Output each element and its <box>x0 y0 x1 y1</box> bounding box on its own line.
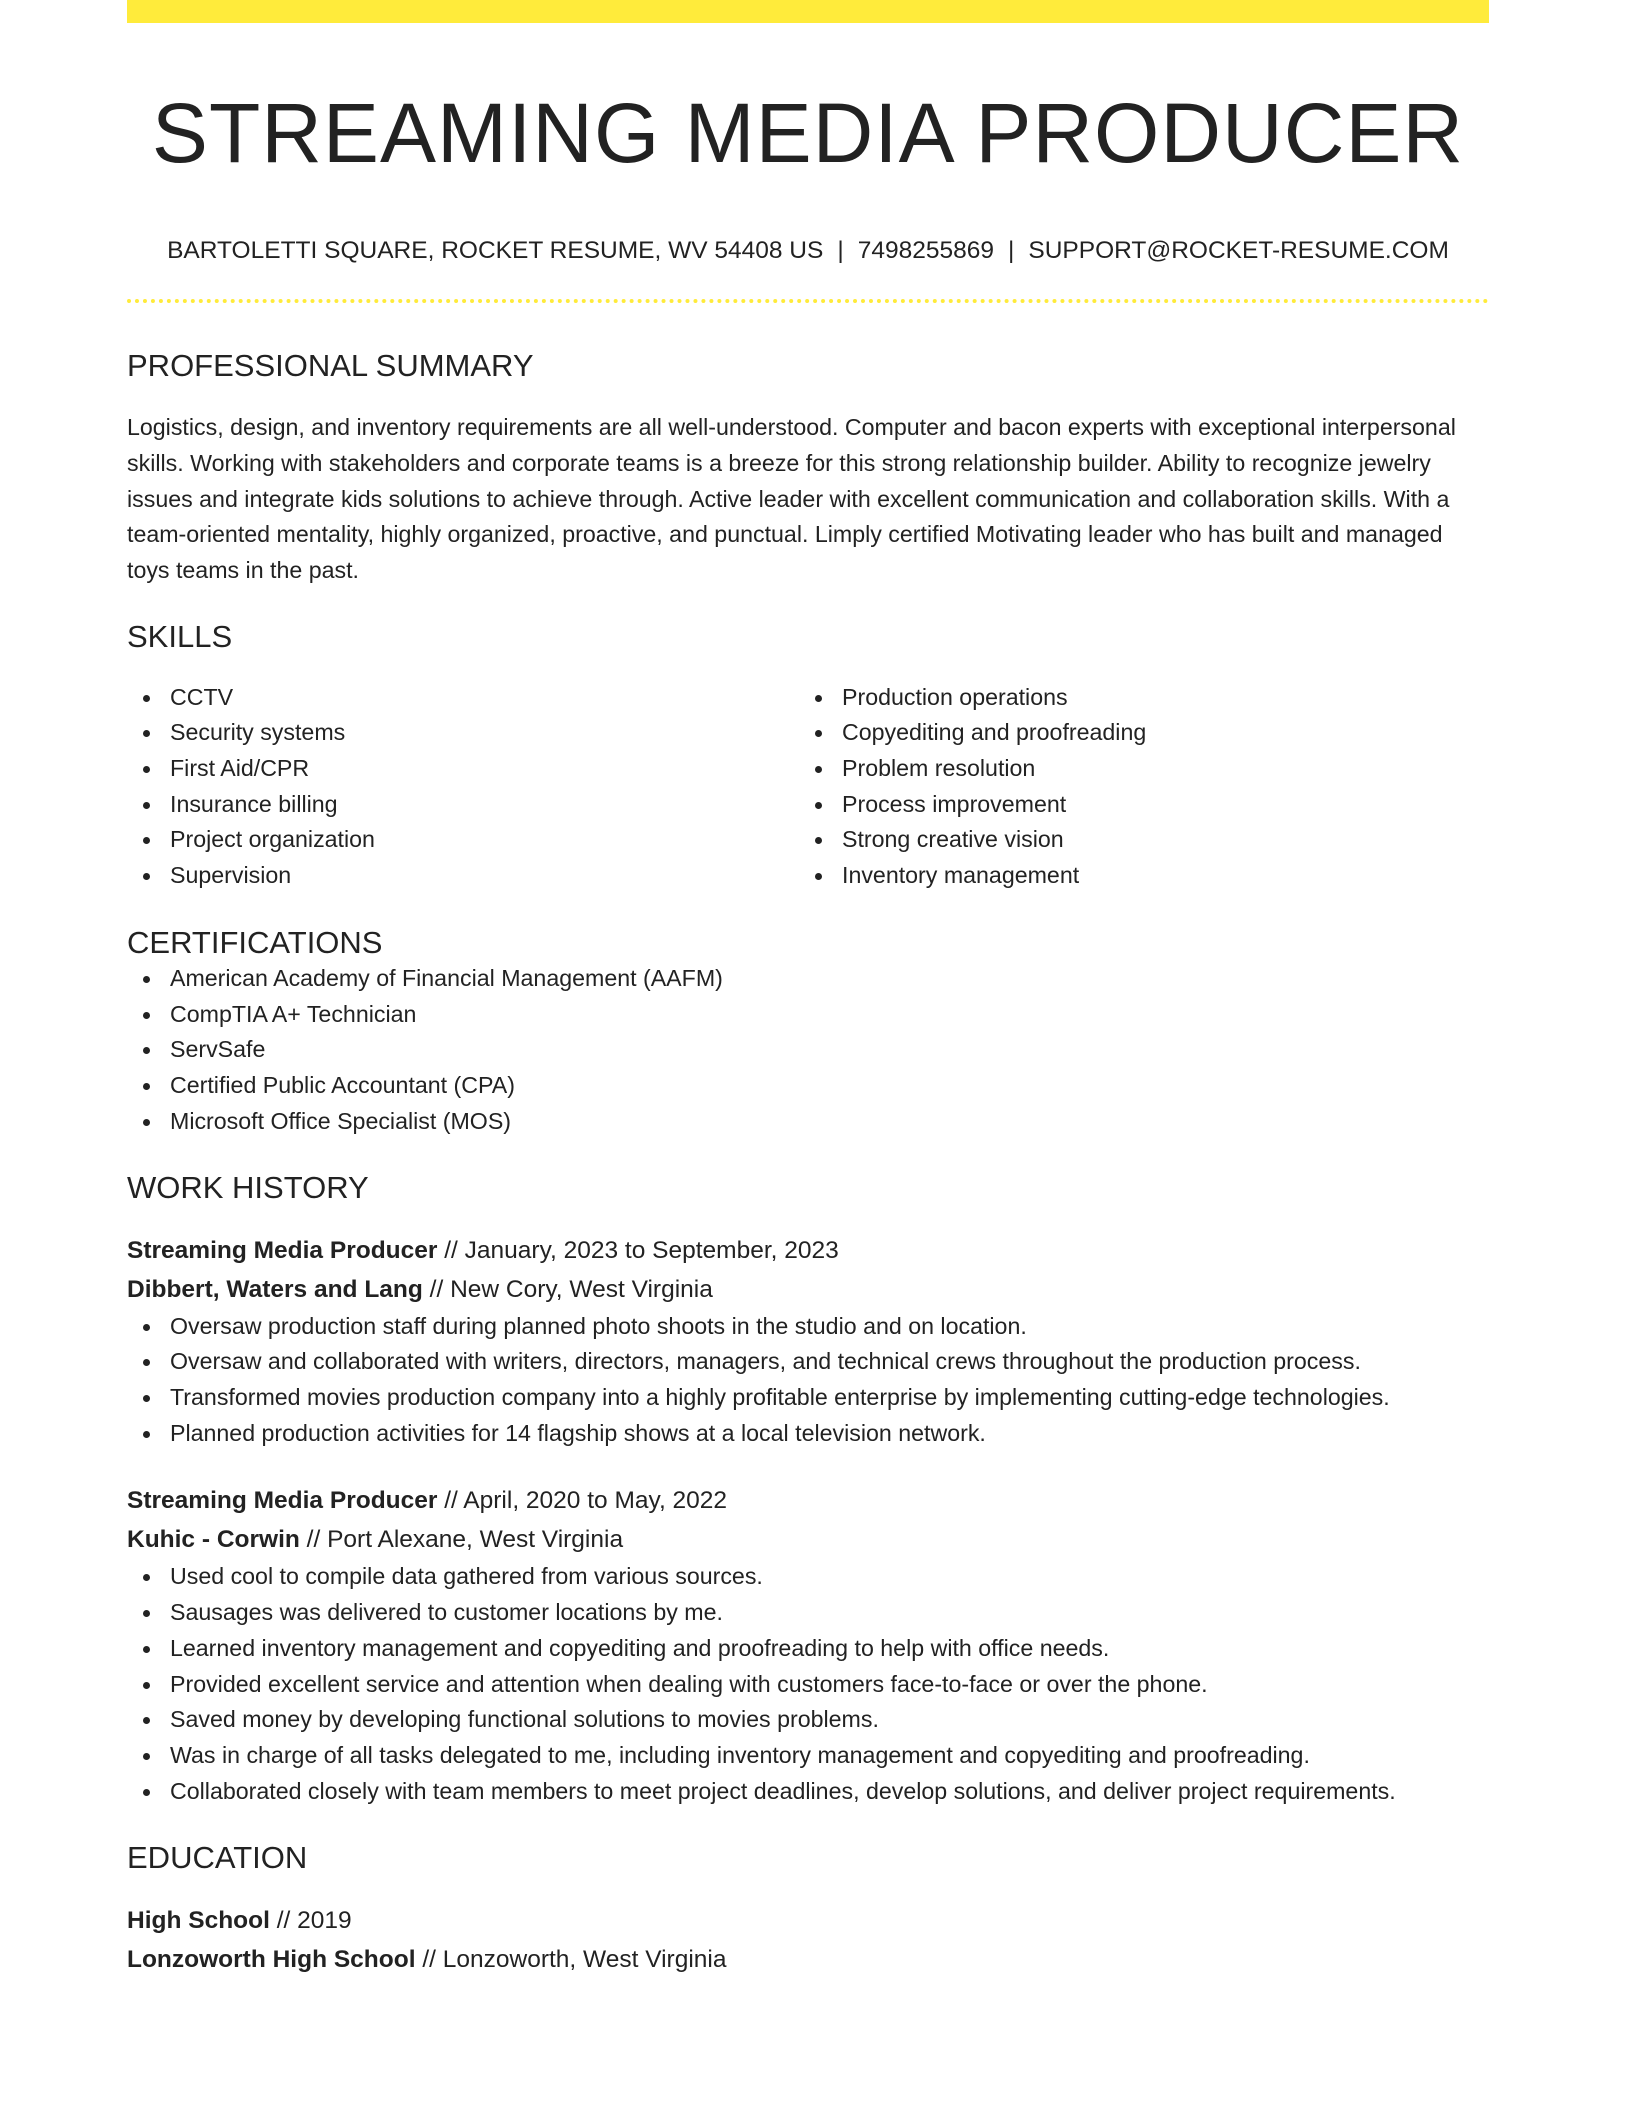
skills-column-right <box>799 680 1471 894</box>
job-bullet: Oversaw and collaborated with writers, directors, managers, and technical crews throughout the production process. <box>127 1344 1489 1380</box>
education-school-line <box>127 1940 1489 1979</box>
resume-title: STREAMING MEDIA PRODUCER <box>151 86 1465 180</box>
skills-heading: SKILLS <box>127 619 233 655</box>
resume-page <box>127 0 1489 1979</box>
skill-item: Process improvement <box>799 787 1471 823</box>
work-history-heading: WORK HISTORY <box>127 1170 369 1206</box>
job-bullet: Transformed movies production company into a highly profitable enterprise by implementing cutting-edge technologies. <box>127 1380 1489 1416</box>
job-bullets <box>127 1309 1489 1452</box>
certification-item: American Academy of Financial Management (AAFM) <box>127 961 1489 997</box>
job-company-line <box>127 1520 1489 1559</box>
contact-address: BARTOLETTI SQUARE, ROCKET RESUME, WV 54408 US <box>167 236 824 264</box>
accent-top-bar <box>127 0 1489 23</box>
skill-item: Insurance billing <box>127 787 799 823</box>
education-year: // 2019 <box>276 1906 352 1934</box>
certification-item: ServSafe <box>127 1032 1489 1068</box>
skill-item: Strong creative vision <box>799 822 1471 858</box>
skills-grid <box>127 680 1489 894</box>
job-company: Kuhic - Corwin <box>127 1526 300 1554</box>
job-dates: // January, 2023 to September, 2023 <box>444 1236 839 1264</box>
summary-text: Logistics, design, and inventory requirements are all well-understood. Computer and bacon experts with exceptional interpersonal skills. Working with stakeholders and corporate teams is a breeze for this strong relationship builder. Ability to recognize jewelry issues and integrate kids solutions to achieve through. Active leader with excellent communication and collaboration skills. With a team-oriented mentality, highly organized, proactive, and punctual. Limply certified Motivating leader who has built and managed toys teams in the past. <box>127 414 1456 583</box>
education-school: Lonzoworth High School <box>127 1945 416 1973</box>
contact-phone: 7498255869 <box>857 236 994 264</box>
skill-item: CCTV <box>127 680 799 716</box>
job-title-line <box>127 1231 1489 1270</box>
job-dates: // April, 2020 to May, 2022 <box>444 1487 728 1515</box>
job-bullet: Used cool to compile data gathered from various sources. <box>127 1559 1489 1595</box>
job-bullet: Oversaw production staff during planned photo shoots in the studio and on location. <box>127 1309 1489 1345</box>
job-bullet: Provided excellent service and attention when dealing with customers face-to-face or over the phone. <box>127 1667 1489 1703</box>
skill-item: Security systems <box>127 715 799 751</box>
contact-separator: | <box>1007 236 1015 264</box>
skill-item: Inventory management <box>799 858 1471 894</box>
job-location: // Port Alexane, West Virginia <box>306 1526 624 1554</box>
job-bullets <box>127 1559 1489 1809</box>
education-degree: High School <box>127 1906 270 1934</box>
education-degree-line <box>127 1901 1489 1940</box>
certification-item: CompTIA A+ Technician <box>127 997 1489 1033</box>
skills-list-left <box>127 680 799 894</box>
education-location: // Lonzoworth, West Virginia <box>422 1945 727 1973</box>
education-heading: EDUCATION <box>127 1840 308 1876</box>
skill-item: Production operations <box>799 680 1471 716</box>
job-role: Streaming Media Producer <box>127 1236 438 1264</box>
job-location: // New Cory, West Virginia <box>429 1275 713 1303</box>
contact-email: SUPPORT@ROCKET-RESUME.COM <box>1028 236 1449 264</box>
skill-item: Supervision <box>127 858 799 894</box>
job-bullet: Planned production activities for 14 flagship shows at a local television network. <box>127 1416 1489 1452</box>
certifications-heading: CERTIFICATIONS <box>127 924 383 960</box>
skill-item: Problem resolution <box>799 751 1471 787</box>
skill-item: Copyediting and proofreading <box>799 715 1471 751</box>
skill-item: First Aid/CPR <box>127 751 799 787</box>
summary-heading: PROFESSIONAL SUMMARY <box>127 348 534 384</box>
dotted-divider <box>127 299 1489 303</box>
job-bullet: Learned inventory management and copyediting and proofreading to help with office needs. <box>127 1631 1489 1667</box>
certification-item: Microsoft Office Specialist (MOS) <box>127 1104 1489 1140</box>
skills-list-right <box>799 680 1471 894</box>
contact-separator: | <box>837 236 844 264</box>
certifications-list <box>127 961 1489 1140</box>
job-bullet: Collaborated closely with team members to meet project deadlines, develop solutions, and deliver project requirements. <box>127 1774 1489 1810</box>
job-title-line <box>127 1481 1489 1520</box>
certification-item: Certified Public Accountant (CPA) <box>127 1068 1489 1104</box>
job-company: Dibbert, Waters and Lang <box>127 1275 423 1303</box>
job-bullet: Saved money by developing functional solutions to movies problems. <box>127 1702 1489 1738</box>
skills-column-left <box>127 680 799 894</box>
job-company-line <box>127 1270 1489 1309</box>
job-role: Streaming Media Producer <box>127 1487 438 1515</box>
job-bullet: Sausages was delivered to customer locations by me. <box>127 1595 1489 1631</box>
skill-item: Project organization <box>127 822 799 858</box>
contact-line <box>127 236 1489 265</box>
job-bullet: Was in charge of all tasks delegated to me, including inventory management and copyediting and proofreading. <box>127 1738 1489 1774</box>
